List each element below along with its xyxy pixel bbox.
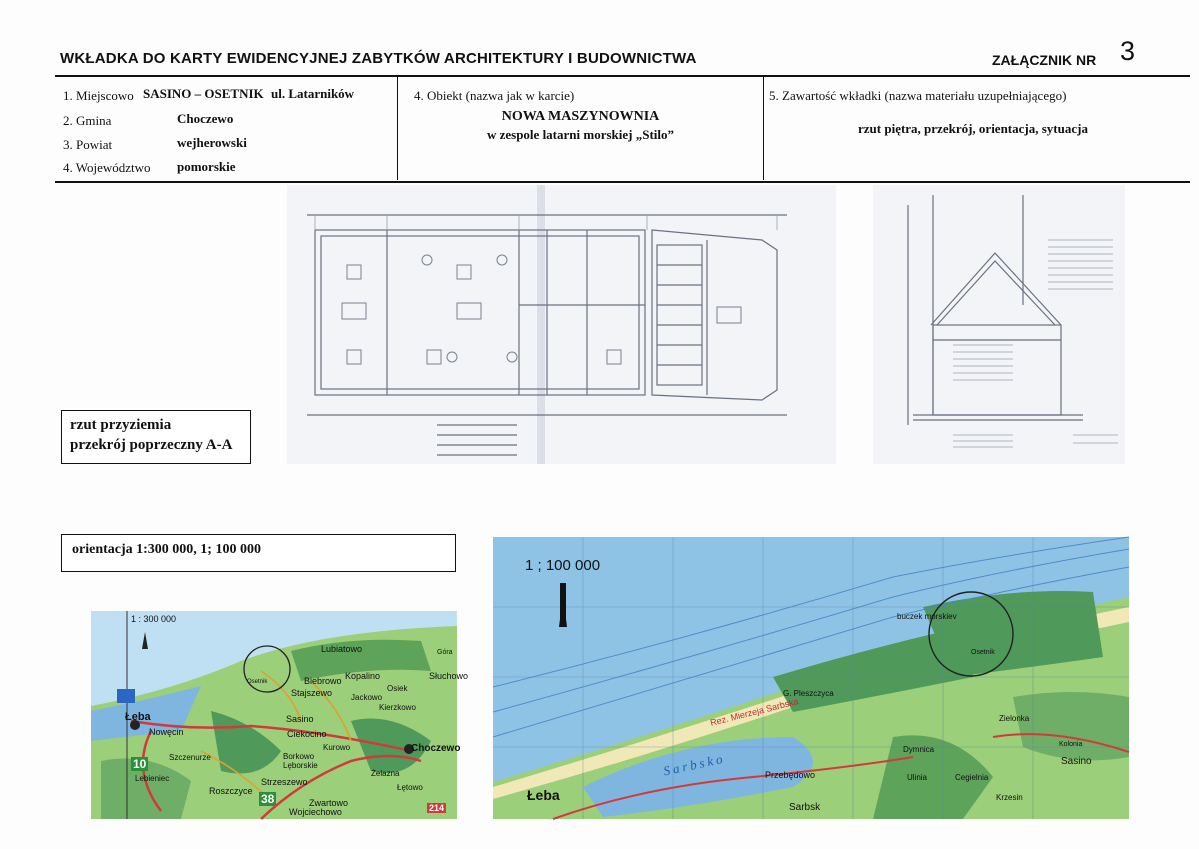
map-small-place-lebieniec: Lebieniec [135,774,170,783]
map-small-place-wojciechowo: Wojciechowo [289,807,342,817]
map-large-place-krzesin: Krzesin [996,793,1023,802]
map-small-place-kierzkowo: Kierzkowo [379,703,416,712]
map-large-place-osetnik: Osetnik [971,649,995,656]
object-subtitle: w zespole latarni morskiej „Stilo” [486,127,675,142]
map-small-place-kurowo: Kurowo [323,743,351,752]
floor-plan-image [287,185,836,464]
map-large-place-kolonia: Kolonia [1059,741,1083,748]
powiat-label: 3. Powiat [63,137,113,152]
orientation-caption-box [61,534,456,572]
map-large-scale: 1 ; 100 000 [525,557,601,574]
map-small-place-nowecin: Nowęcin [149,727,184,737]
map-small-place-zwartowo: Zwartowo [309,798,349,808]
document-title: WKŁADKA DO KARTY EWIDENCYJNEJ ZABYTKÓW ARCHITEKTURY I BUDOWNICTWA [60,50,697,67]
map-large-place-pleszczyca: G. Pleszczyca [783,689,834,698]
contents-label: 5. Zawartość wkładki (nazwa materiału uzupełniającego) [769,88,1067,103]
plan-caption-line1: rzut przyziemia [70,417,172,433]
map-small-road-38: 38 [261,792,275,806]
map-small-place-lubiatowo: Lubiatowo [321,644,363,654]
map-small-place-choczewo: Choczewo [411,743,461,754]
contents-value: rzut piętra, przekrój, orientacja, sytuacja [858,121,1088,136]
map-small-place-biebrowo: Biebrowo [304,676,342,686]
map-small-place-szczenurze: Szczenurze [169,753,211,762]
map-small-place-sasino: Sasino [286,714,314,724]
map-large-place-zielonka: Zielonka [999,714,1030,723]
map-large-reserve-label: Rez. Mierzeja Sarbska [709,696,800,728]
map-small-place-osetnik: Osetnik [247,679,268,685]
object-label: 4. Obiekt (nazwa jak w karcie) [414,88,575,103]
wojewodztwo-label: 4. Województwo [63,160,151,175]
header-top-rule [55,75,1190,77]
street-value: ul. Latarników [271,86,355,101]
map-small-place-roszczyce: Roszczyce [209,786,253,796]
map-small-road-10: 10 [133,757,147,771]
map-large-place-leba: Łeba [527,787,560,803]
map-large-place-ulinia: Ulinia [907,773,928,782]
map-large-place-przebedowo: Przebędowo [765,770,816,780]
orientation-caption: orientacja 1:300 000, 1; 100 000 [72,542,261,557]
location-value: SASINO – OSETNIK [143,86,264,101]
header-bottom-rule [55,181,1190,183]
map-large-place-cegielnia: Cegielnia [955,773,989,782]
map-small-place-borkowo: Borkowo Lęborskie [283,752,318,770]
map-small-place-jackowo: Jackowo [351,693,383,702]
map-small-scale: 1 : 300 000 [131,614,177,624]
map-large-place-dymnica: Dymnica [903,745,935,754]
gmina-value: Choczewo [177,111,234,126]
wojewodztwo-value: pomorskie [177,159,236,174]
map-small-place-strzeszewo: Strzeszewo [261,777,308,787]
map-small-place-gora: Góra [437,649,453,656]
map-large-100000 [493,537,1129,819]
object-name: NOWA MASZYNOWNIA [501,109,660,124]
map-small-place-stajszewo: Stajszewo [291,688,333,698]
map-small-place-sluchowo: Słuchowo [429,671,469,681]
plan-caption-box [61,410,251,464]
map-large-place-sasino: Sasino [1061,756,1092,767]
map-small-place-letowo: Łętowo [397,783,423,792]
map-small-place-ciekocino: Ciekocino [287,729,327,739]
map-small-road-214: 214 [429,803,445,813]
cross-section-image [873,185,1125,464]
map-small-place-osiek: Osiek [387,684,408,693]
powiat-value: wejherowski [177,135,247,150]
gmina-label: 2. Gmina [63,113,112,128]
map-small-place-leba: Łeba [125,711,151,723]
map-small-place-zelazna: Żelazna [371,769,400,778]
map-large-place-buczek: buczek morskiev [897,612,957,621]
annex-label: ZAŁĄCZNIK NR [992,52,1097,68]
map-small-300000 [91,611,469,819]
map-large-lake-label: Sarbsko [662,750,727,779]
map-large-place-sarbsk: Sarbsk [789,802,821,813]
header-divider-2 [763,76,764,180]
plan-caption-line2: przekrój poprzeczny A-A [70,437,233,453]
annex-number: 3 [1120,36,1136,66]
map-small-place-kopalino: Kopalino [345,671,381,681]
location-label: 1. Miejscowo [63,88,134,103]
